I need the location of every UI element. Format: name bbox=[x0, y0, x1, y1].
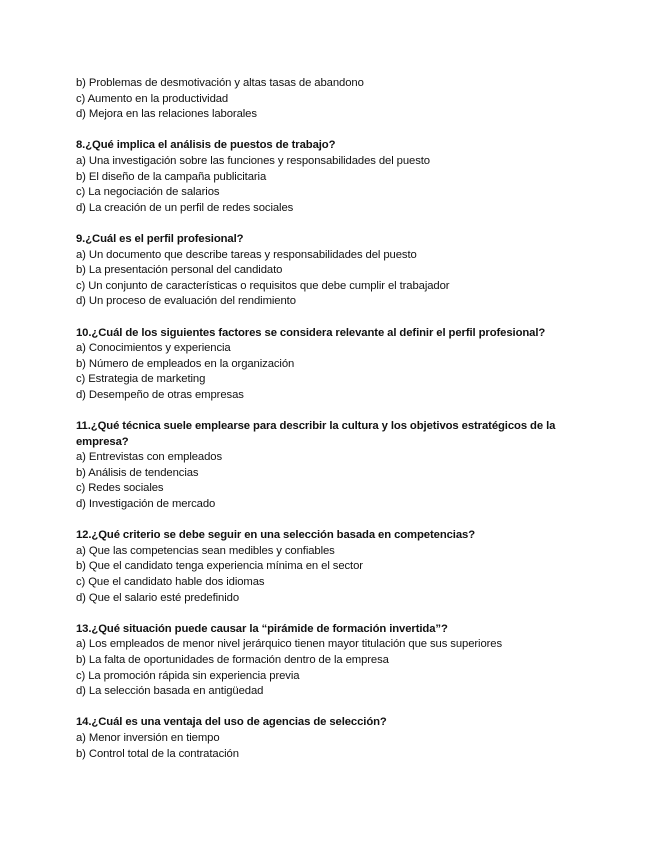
intro-options bbox=[76, 76, 586, 123]
option: c) Estrategia de marketing bbox=[76, 373, 206, 386]
question-block-10 bbox=[76, 326, 586, 404]
option: c) Aumento en la productividad bbox=[76, 92, 229, 105]
option: d) Que el salario esté predefinido bbox=[76, 591, 240, 604]
option: c) Redes sociales bbox=[76, 482, 164, 495]
option: c) Un conjunto de características o requisitos que debe cumplir el trabajador bbox=[76, 279, 450, 292]
question-block-8 bbox=[76, 138, 586, 216]
option: a) Que las competencias sean medibles y confiables bbox=[76, 544, 335, 557]
question-block-14 bbox=[76, 715, 586, 762]
question-block-12 bbox=[76, 528, 586, 606]
quiz-document bbox=[76, 76, 586, 762]
option: b) Análisis de tendencias bbox=[76, 466, 199, 479]
option: d) La selección basada en antigüedad bbox=[76, 685, 264, 698]
question-text: 13.¿Qué situación puede causar la “pirámide de formación invertida”? bbox=[76, 622, 448, 635]
question-block-13 bbox=[76, 622, 586, 700]
option: b) Número de empleados en la organización bbox=[76, 357, 295, 370]
option: a) Una investigación sobre las funciones y responsabilidades del puesto bbox=[76, 154, 430, 167]
question-text: 12.¿Qué criterio se debe seguir en una selección basada en competencias? bbox=[76, 529, 476, 542]
question-text: 10.¿Cuál de los siguientes factores se considera relevante al definir el perfil profesional? bbox=[76, 326, 546, 339]
option: d) Mejora en las relaciones laborales bbox=[76, 108, 257, 121]
option: c) La promoción rápida sin experiencia previa bbox=[76, 669, 300, 682]
option: b) El diseño de la campaña publicitaria bbox=[76, 170, 267, 183]
question-text: 11.¿Qué técnica suele emplearse para describir la cultura y los objetivos estratégicos de la empresa? bbox=[76, 420, 556, 448]
option: a) Los empleados de menor nivel jerárquico tienen mayor titulación que sus superiores bbox=[76, 638, 503, 651]
question-block-11 bbox=[76, 419, 586, 513]
option: b) La presentación personal del candidato bbox=[76, 264, 283, 277]
option: c) La negociación de salarios bbox=[76, 186, 220, 199]
option: b) Que el candidato tenga experiencia mínima en el sector bbox=[76, 560, 363, 573]
option: d) Investigación de mercado bbox=[76, 498, 216, 511]
option: a) Menor inversión en tiempo bbox=[76, 731, 220, 744]
option: a) Un documento que describe tareas y responsabilidades del puesto bbox=[76, 248, 417, 261]
option: d) La creación de un perfil de redes sociales bbox=[76, 201, 294, 214]
question-text: 9.¿Cuál es el perfil profesional? bbox=[76, 232, 244, 245]
option: a) Entrevistas con empleados bbox=[76, 451, 223, 464]
option: b) La falta de oportunidades de formación dentro de la empresa bbox=[76, 653, 389, 666]
question-text: 14.¿Cuál es una ventaja del uso de agencias de selección? bbox=[76, 716, 387, 729]
option: c) Que el candidato hable dos idiomas bbox=[76, 576, 265, 588]
option: d) Un proceso de evaluación del rendimiento bbox=[76, 295, 296, 308]
question-text: 8.¿Qué implica el análisis de puestos de trabajo? bbox=[76, 139, 336, 152]
question-block-9 bbox=[76, 232, 586, 310]
option: b) Control total de la contratación bbox=[76, 747, 239, 760]
option: b) Problemas de desmotivación y altas tasas de abandono bbox=[76, 77, 364, 89]
option: d) Desempeño de otras empresas bbox=[76, 388, 244, 401]
option: a) Conocimientos y experiencia bbox=[76, 342, 231, 355]
